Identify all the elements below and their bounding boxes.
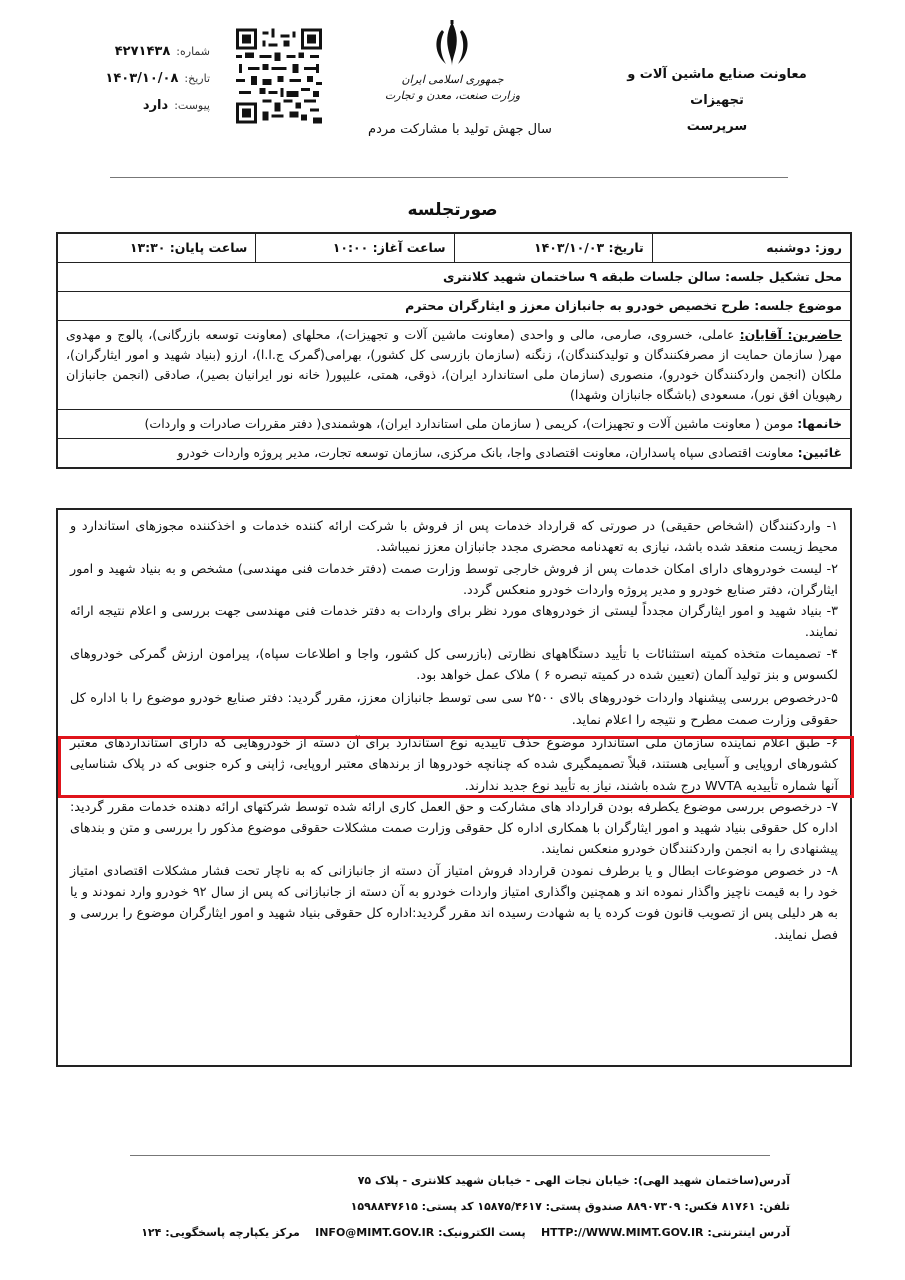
- highlight-frame: [58, 736, 854, 798]
- header-divider: [110, 177, 788, 178]
- document-title: صورتجلسه: [407, 200, 498, 220]
- session-info-table: [56, 232, 852, 469]
- decision-item: ۸- در خصوص موضوعات ابطال و یا برطرف نمودن قرارداد فروش امتیاز آن دسته از جانبازانی که به ناچار تحت فشار مشکلات اقتصادی امتیاز خود را به قیمت ناچیز واگذار نموده اند و همچنین واگذاری امتیاز واردات خودرو به آن دسته از جانبازانی که پس از سال ۹۲ خودرو وارد نمودند و یا به هر دلیلی پس از تصویب قانون فوت کرده یا به شهادت رسیده اند مقرر گردید:اداره کل حقوقی بنیاد شهید و امور ایثارگران موضوع را بررسی و فصل نمایند.: [70, 863, 838, 943]
- attendees: [58, 321, 850, 409]
- session-date: تاریخ: ۱۴۰۳/۱۰/۰۳: [454, 234, 652, 262]
- decision-item: ۲- لیست خودروهای دارای امکان خدمات پس از فروش خارجی توسط وزارت صمت (دفتر خدمات فنی مهندسی) مشخص و به بنیاد شهید و امور ایثارگران، دفتر صنایع خودرو و مدیر پروژه واردات خودرو منعکس گردد.: [70, 561, 838, 598]
- footer-divider: [130, 1155, 770, 1156]
- letter-number-row: [80, 38, 210, 65]
- absent: [58, 439, 850, 467]
- session-start: ساعت آغاز: ۱۰:۰۰: [255, 234, 453, 262]
- number-value: ۴۲۷۱۴۳۸: [114, 44, 171, 59]
- letter-meta: [80, 38, 210, 119]
- session-day: روز: دوشنبه: [652, 234, 850, 262]
- department-role: سرپرست: [686, 119, 748, 134]
- footer-address: آدرس(ساختمان شهید الهی): خیابان نجات الهی - خیابان شهید کلانتری - پلاک ۷۵: [357, 1174, 790, 1187]
- attendees-women: [58, 410, 850, 438]
- decision-item: ۷- درخصوص بررسی موضوع یکطرفه بودن قرارداد های مشارکت و حق العمل کاری ارائه شده توسط شرکتهای ارائه دهنده خدمات مقرر گردید: اداره کل حقوقی بنیاد شهید و امور ایثارگران با همکاری اداره کل حقوقی وزارت صمت مشکلات حقوقی موضوع مذکور را بررسی و متن و بندهای پیشنهادی را به انجمن واردکنندگان خودرو منعکس نمایند.: [70, 799, 838, 858]
- decision-item-highlighted: ۵-درخصوص بررسی پیشنهاد واردات خودروهای بالای ۲۵۰۰ سی سی توسط جانبازان معزز، مقرر گردید: دفتر صنایع خودرو موضوع را با اداره کل حقوقی وزارت صمت مطرح و نتیجه را اعلام نماید.: [70, 691, 838, 728]
- attendees-women-list: مومن ( معاونت ماشین آلات و تجهیزات)، کریمی ( سازمان ملی استاندارد ایران)، هوشمندی( دفتر مقررات صادرات و واردات): [144, 416, 794, 431]
- qr-code: [236, 28, 322, 124]
- session-subject-row: [58, 292, 850, 321]
- decision-item: ۳- بنیاد شهید و امور ایثارگران مجدداً لیستی از خودروهای مورد نظر برای واردات به دفتر خدمات فنی مهندسی جهت بررسی و اعلام نتیجه ارائه نمایند.: [70, 604, 838, 641]
- attendees-men: عاملی، خسروی، صارمی، مالی و واحدی (معاونت ماشین آلات و تجهیزات)، محلهای (معاونت توسعه بازرگانی)، پالوج و مهدوی مهر( سازمان حمایت از مصرفکنندگان و تولیدکنندگان)، زنگنه (سازمان بازرسی کل کشور)، بهرامی(گمرک ج.ا.ا)، ارزو (بنیاد شهید و امور ایثارگران)، ملکان (انجمن واردکنندگان خودرو)، منصوری (سازمان ملی استاندارد ایران)، ذوقی، همتی، علیپور( خانه نور ایرانیان بصیر)، صادقی (انجمن جانبازان رهپویان افق نور)، مسعودی (باشگاه جانبازان وشهدا): [66, 327, 842, 402]
- decisions-list: [70, 516, 838, 946]
- iran-emblem-icon: [422, 18, 482, 70]
- session-location-row: [58, 263, 850, 292]
- decision-item: ۶- طبق اعلام نماینده سازمان ملی استاندارد موضوع حذف تاییدیه نوع استاندارد برای آن دسته از خودروهایی که دارای استانداردهای معتبر کشورهای اروپایی و آسیایی هستند، قبلاً تصمیمگیری شده که چنانچه خودروها از برندهای معتبر اروپایی، ژاپنی و کره جنوبی که در پلاک شناسایی آنها شماره تأییدیه WVTA درج شده باشند، نیاز به تأیید نوع جدید ندارند.: [70, 735, 838, 794]
- callcenter: مرکز یکپارچه پاسخگویی: ۱۲۴: [141, 1226, 300, 1239]
- date-label: تاریخ:: [184, 72, 210, 85]
- absent-row: [58, 439, 850, 467]
- department-name: معاونت صنایع ماشین آلات و تجهیزات: [627, 67, 807, 108]
- session-end: ساعت پایان: ۱۳:۳۰: [129, 240, 248, 255]
- web-address[interactable]: HTTP://WWW.MIMT.GOV.IR: [540, 1226, 704, 1239]
- attachment-value: دارد: [142, 98, 169, 113]
- ministry-name: [380, 72, 525, 104]
- year-motto: سال جهش تولید با مشارکت مردم: [368, 122, 552, 137]
- attendees-men-label: حاضرین: آقایان:: [739, 327, 842, 342]
- footer-phones: تلفن: ۸۱۷۶۱ فکس: ۸۸۹۰۷۳۰۹ صندوق پستی: ۱۵۸۷۵/۴۶۱۷ کد پستی: ۱۵۹۸۸۴۷۶۱۵: [350, 1200, 790, 1213]
- footer-web-row: [90, 1220, 790, 1246]
- absent-label: غائبین:: [797, 445, 842, 460]
- department-block: [617, 62, 817, 140]
- session-location: محل تشکیل جلسه: سالن جلسات طبقه ۹ ساختمان شهید کلانتری: [442, 269, 842, 284]
- decision-item: ۱- واردکنندگان (اشخاص حقیقی) در صورتی که قرارداد خدمات پس از فروش با شرکت ارائه کننده خدمات و اخذکننده مجوزهای استاندارد و محیط زیست منعقد شده باشد، نیازی به تعهدنامه محضری مجدد جانبازان معزز نمیباشد.: [70, 519, 838, 556]
- web-label: آدرس اینترنتی:: [707, 1226, 790, 1239]
- email-address[interactable]: INFO@MIMT.GOV.IR: [315, 1226, 435, 1239]
- footer: [90, 1168, 790, 1246]
- attendees-women-row: [58, 410, 850, 439]
- ministry-line2: وزارت صنعت، معدن و تجارت: [384, 89, 521, 102]
- decision-item: ۴- تصمیمات متخذه کمیته استثنائات با تأیید دستگاههای نظارتی (بازرسی کل کشور، واجا و اطلاعات سپاه)، پیرامون ارزش گمرکی خودروهای لکسوس و بنز تولید آلمان (تعیین شده در کمیته تبصره ۶ ) ملاک عمل خواهد بود.: [70, 646, 838, 684]
- attendees-row: [58, 321, 850, 410]
- number-label: شماره:: [176, 45, 210, 58]
- date-value: ۱۴۰۳/۱۰/۰۸: [105, 71, 179, 86]
- absent-list: معاونت اقتصادی سپاه پاسداران، معاونت اقتصادی واجا، بانک مرکزی، سازمان توسعه تجارت، مدیر پروژه واردات خودرو: [177, 445, 794, 460]
- ministry-line1: جمهوری اسلامی ایران: [401, 73, 504, 86]
- email-label: پست الکترونیک:: [438, 1226, 526, 1239]
- session-subject: موضوع جلسه: طرح تخصیص خودرو به جانبازان معزز و ایثارگران محترم: [405, 298, 842, 313]
- attachment-row: [80, 92, 210, 119]
- attachment-label: پیوست:: [174, 99, 210, 112]
- attendees-women-label: خانمها:: [797, 416, 842, 431]
- letter-date-row: [80, 65, 210, 92]
- session-time-row: [58, 234, 850, 263]
